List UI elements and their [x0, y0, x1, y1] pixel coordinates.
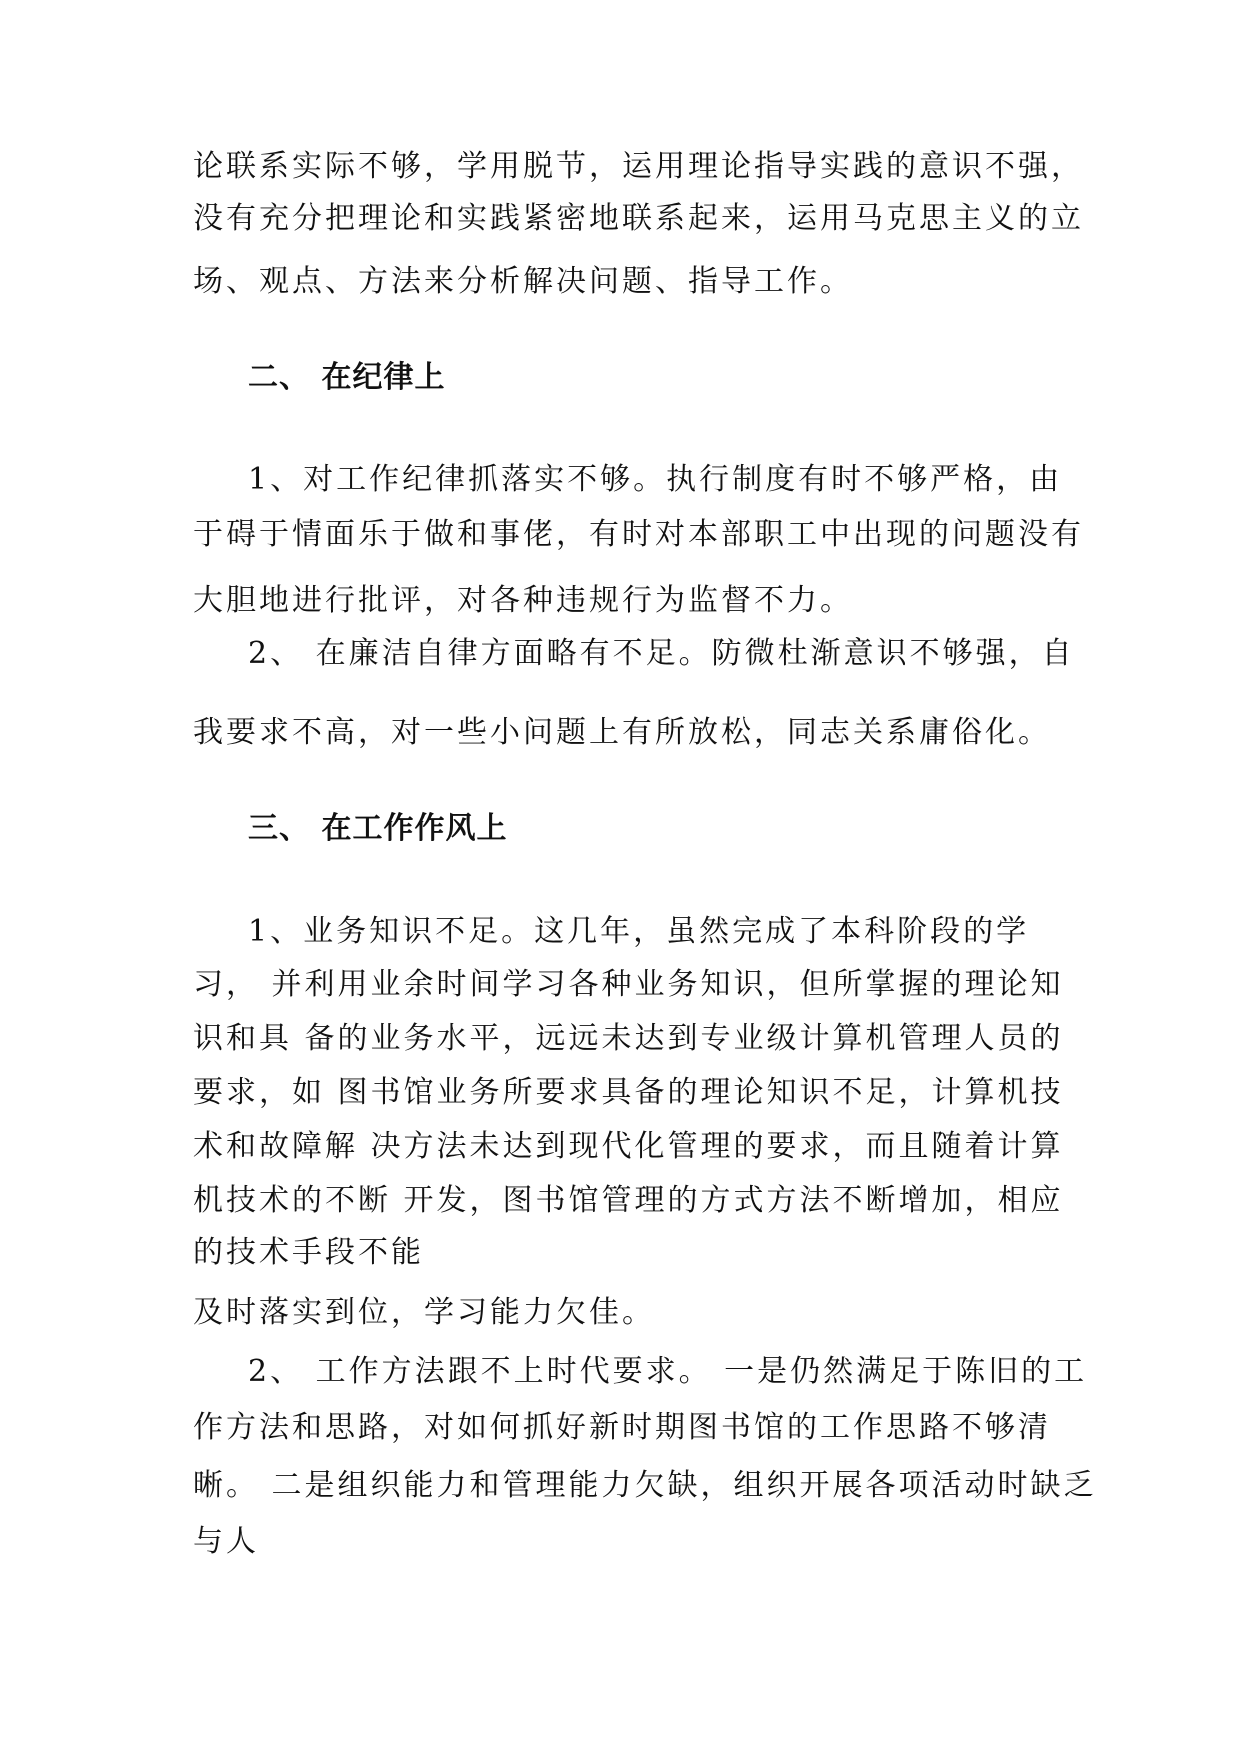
paragraph-line: 我要求不高，对一些小问题上有所放松，同志关系庸俗化。 — [193, 715, 1051, 750]
paragraph-line: 要求，如 图书馆业务所要求具备的理论知识不足，计算机技 — [193, 1075, 1064, 1110]
paragraph-line: 及时落实到位，学习能力欠佳。 — [193, 1295, 655, 1330]
paragraph-line: 与人 — [193, 1524, 259, 1559]
paragraph-line: 没有充分把理论和实践紧密地联系起来，运用马克思主义的立 — [193, 201, 1084, 236]
paragraph-line: 识和具 备的业务水平，远远未达到专业级计算机管理人员的 — [193, 1021, 1064, 1056]
paragraph-line: 2、 在廉洁自律方面略有不足。防微杜渐意识不够强，自 — [248, 636, 1075, 671]
paragraph-line: 场、观点、方法来分析解决问题、指导工作。 — [193, 264, 853, 299]
section-heading: 三、 在工作作风上 — [248, 811, 508, 846]
paragraph-line: 大胆地进行批评，对各种违规行为监督不力。 — [193, 583, 853, 618]
paragraph-line: 作方法和思路，对如何抓好新时期图书馆的工作思路不够清 — [193, 1410, 1051, 1445]
paragraph-line: 机技术的不断 开发，图书馆管理的方式方法不断增加，相应 — [193, 1183, 1064, 1218]
paragraph-line: 1、对工作纪律抓落实不够。执行制度有时不够严格，由 — [248, 462, 1063, 497]
paragraph-line: 习， 并利用业余时间学习各种业务知识，但所掌握的理论知 — [193, 967, 1064, 1002]
paragraph-line: 晰。 二是组织能力和管理能力欠缺，组织开展各项活动时缺乏 — [193, 1468, 1097, 1503]
paragraph-line: 术和故障解 决方法未达到现代化管理的要求，而且随着计算 — [193, 1129, 1064, 1164]
paragraph-line: 的技术手段不能 — [193, 1235, 424, 1270]
paragraph-line: 2、 工作方法跟不上时代要求。 一是仍然满足于陈旧的工 — [248, 1354, 1088, 1389]
paragraph-line: 论联系实际不够，学用脱节，运用理论指导实践的意识不强， — [193, 149, 1084, 184]
paragraph-line: 于碍于情面乐于做和事佬，有时对本部职工中出现的问题没有 — [193, 517, 1084, 552]
paragraph-line: 1、业务知识不足。这几年，虽然完成了本科阶段的学 — [248, 914, 1030, 949]
section-heading: 二、 在纪律上 — [248, 360, 446, 395]
